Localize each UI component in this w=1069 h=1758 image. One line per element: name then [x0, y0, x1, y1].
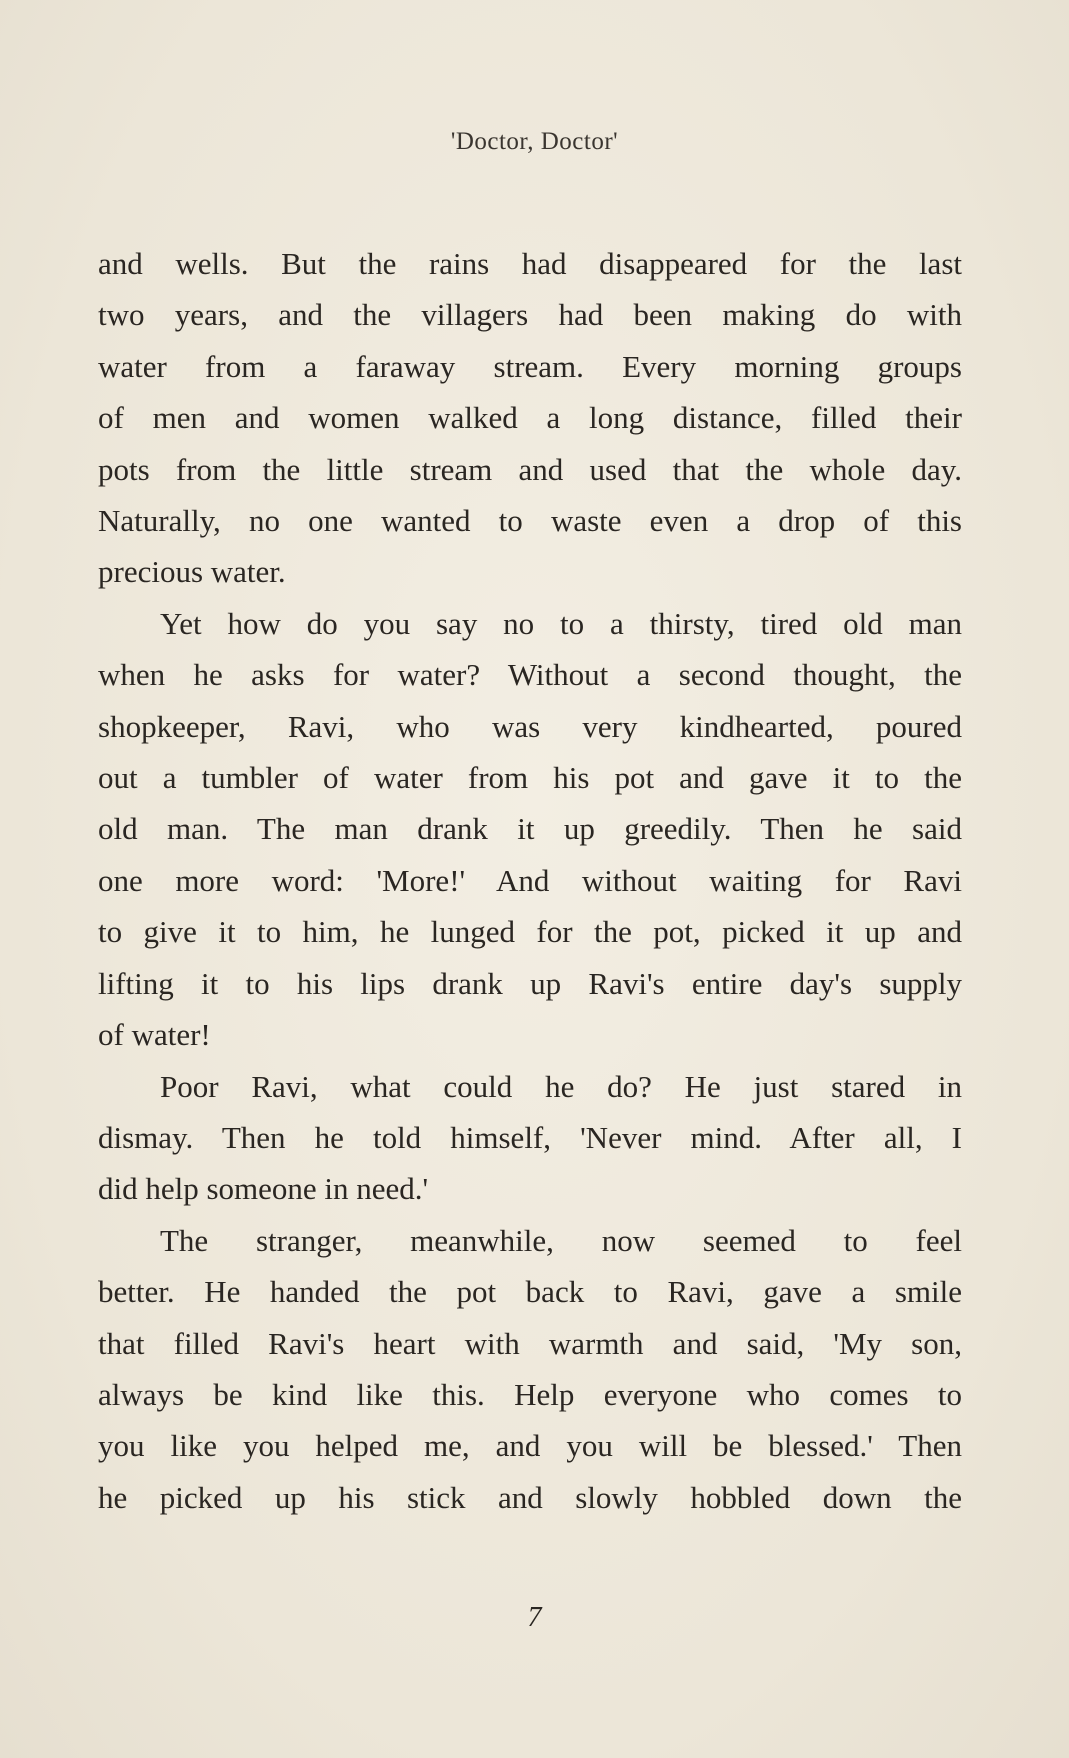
paragraph-line: better. He handed the pot back to Ravi, gave a smile — [98, 1274, 962, 1310]
paragraph-line: one more word: 'More!' And without waiting for Ravi — [98, 862, 962, 898]
page-number: 7 — [527, 1602, 542, 1633]
paragraph-line: and wells. But the rains had disappeared for the last — [98, 246, 962, 281]
paragraph-line: lifting it to his lips drank up Ravi's entire day's supply — [98, 965, 962, 1001]
paragraph-line: out a tumbler of water from his pot and gave it to the — [98, 760, 962, 796]
paragraph-line: dismay. Then he told himself, 'Never mind. After all, I — [98, 1119, 962, 1155]
paragraph-line: Yet how do you say no to a thirsty, tired old man — [160, 605, 962, 641]
paragraph-line: always be kind like this. Help everyone who comes to — [98, 1376, 962, 1412]
paragraph-line: Naturally, no one wanted to waste even a drop of this — [98, 503, 962, 539]
paragraph-line: of water! — [98, 1017, 211, 1053]
paragraph-line: to give it to him, he lunged for the pot, picked it up and — [98, 914, 962, 950]
paragraph-line: old man. The man drank it up greedily. Then he said — [98, 811, 962, 847]
paragraph-line: that filled Ravi's heart with warmth and said, 'My son, — [98, 1325, 962, 1361]
paragraph-line: water from a faraway stream. Every morning groups — [98, 348, 962, 384]
running-head: 'Doctor, Doctor' — [450, 128, 619, 155]
paragraph-line: two years, and the villagers had been making do with — [98, 297, 962, 333]
paragraph-line: pots from the little stream and used that the whole day. — [98, 451, 962, 487]
body-text — [98, 238, 962, 1523]
paragraph-line: he picked up his stick and slowly hobbled down the — [98, 1479, 962, 1515]
paragraph-line: you like you helped me, and you will be blessed.' Then — [98, 1428, 962, 1464]
paragraph-line: precious water. — [98, 554, 286, 590]
paragraph-line: of men and women walked a long distance, filled their — [98, 400, 962, 436]
paragraph-line: Poor Ravi, what could he do? He just stared in — [160, 1068, 962, 1104]
paragraph-line: The stranger, meanwhile, now seemed to feel — [160, 1222, 962, 1258]
paragraph-line: when he asks for water? Without a second thought, the — [98, 657, 962, 693]
paragraph-line: did help someone in need.' — [98, 1171, 429, 1207]
paragraph-line: shopkeeper, Ravi, who was very kindhearted, poured — [98, 708, 962, 744]
